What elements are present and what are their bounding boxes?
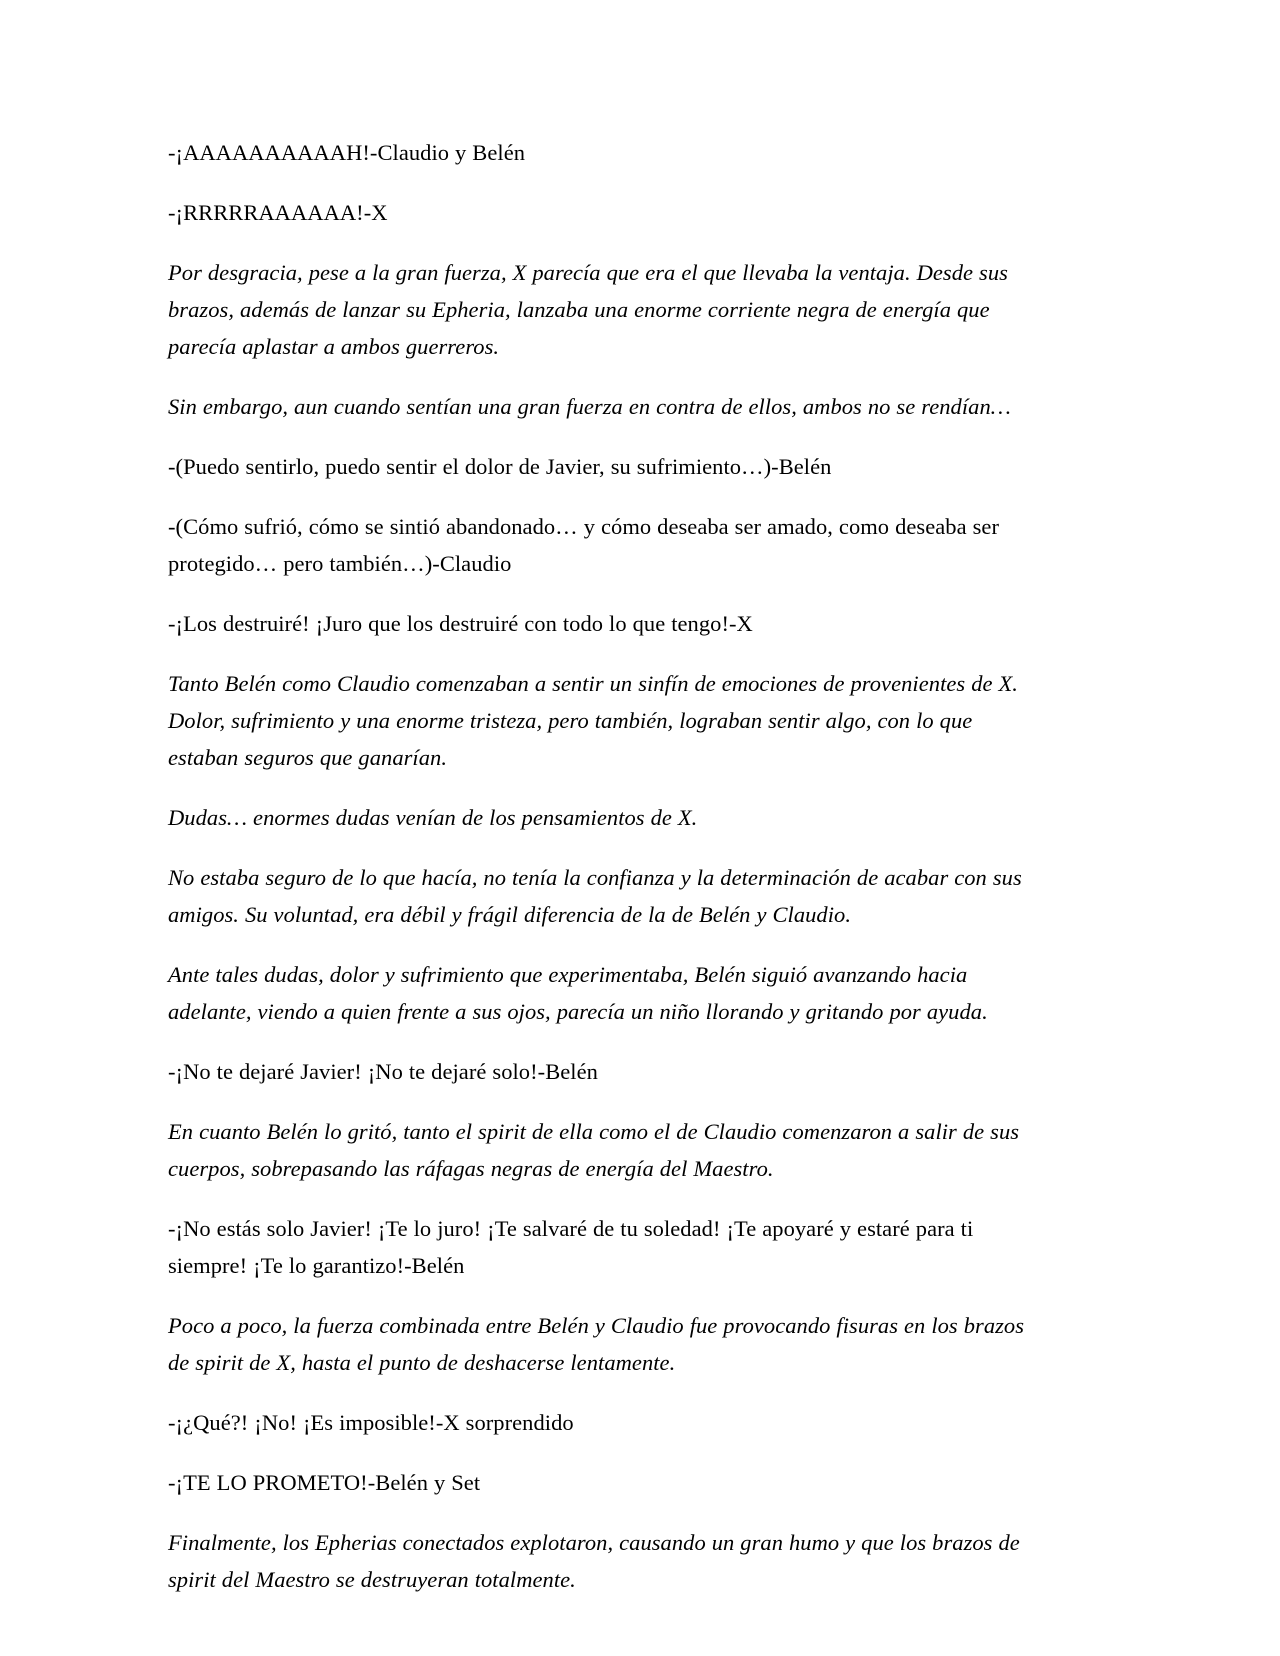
dialogue-line: -¡TE LO PROMETO!-Belén y Set	[168, 1470, 481, 1495]
narration-paragraph: Tanto Belén como Claudio comenzaban a sentir un sinfín de emociones de provenientes de X. Dolor, sufrimiento y una enorme tristeza, pero también, lograban sentir algo, con lo que estaban seguros que ganarían.	[168, 671, 1018, 770]
dialogue-line: -¡¿Qué?! ¡No! ¡Es imposible!-X sorprendido	[168, 1410, 574, 1435]
narration-paragraph: En cuanto Belén lo gritó, tanto el spirit de ella como el de Claudio comenzaron a salir de sus cuerpos, sobrepasando las ráfagas negras de energía del Maestro.	[168, 1119, 1020, 1181]
document-body-text	[168, 134, 1043, 1598]
narration-paragraph: Dudas… enormes dudas venían de los pensamientos de X.	[168, 805, 698, 830]
narration-paragraph: Poco a poco, la fuerza combinada entre Belén y Claudio fue provocando fisuras en los brazos de spirit de X, hasta el punto de deshacerse lentamente.	[168, 1313, 1025, 1375]
narration-paragraph: No estaba seguro de lo que hacía, no tenía la confianza y la determinación de acabar con sus amigos. Su voluntad, era débil y frágil diferencia de la de Belén y Claudio.	[168, 865, 1022, 927]
narration-paragraph: Ante tales dudas, dolor y sufrimiento que experimentaba, Belén siguió avanzando hacia adelante, viendo a quien frente a sus ojos, parecía un niño llorando y gritando por ayuda.	[168, 962, 988, 1024]
dialogue-line: -¡No estás solo Javier! ¡Te lo juro! ¡Te salvaré de tu soledad! ¡Te apoyaré y estaré para ti siempre! ¡Te lo garantizo!-Belén	[168, 1216, 974, 1278]
dialogue-line: -¡AAAAAAAAAAH!-Claudio y Belén	[168, 140, 526, 165]
narration-paragraph: Por desgracia, pese a la gran fuerza, X parecía que era el que llevaba la ventaja. Desde sus brazos, además de lanzar su Epheria, lanzaba una enorme corriente negra de energía que parecía aplastar a ambos guerreros.	[168, 260, 1008, 359]
dialogue-line: -¡RRRRRAAAAAA!-X	[168, 200, 388, 225]
dialogue-line: -(Cómo sufrió, cómo se sintió abandonado… y cómo deseaba ser amado, como deseaba ser protegido… pero también…)-Claudio	[168, 514, 999, 576]
dialogue-line: -¡No te dejaré Javier! ¡No te dejaré solo!-Belén	[168, 1059, 598, 1084]
narration-paragraph: Sin embargo, aun cuando sentían una gran fuerza en contra de ellos, ambos no se rendían…	[168, 394, 1011, 419]
dialogue-line: -(Puedo sentirlo, puedo sentir el dolor de Javier, su sufrimiento…)-Belén	[168, 454, 832, 479]
dialogue-line: -¡Los destruiré! ¡Juro que los destruiré con todo lo que tengo!-X	[168, 611, 753, 636]
narration-paragraph: Finalmente, los Epherias conectados explotaron, causando un gran humo y que los brazos de spirit del Maestro se destruyeran totalmente.	[168, 1530, 1020, 1592]
